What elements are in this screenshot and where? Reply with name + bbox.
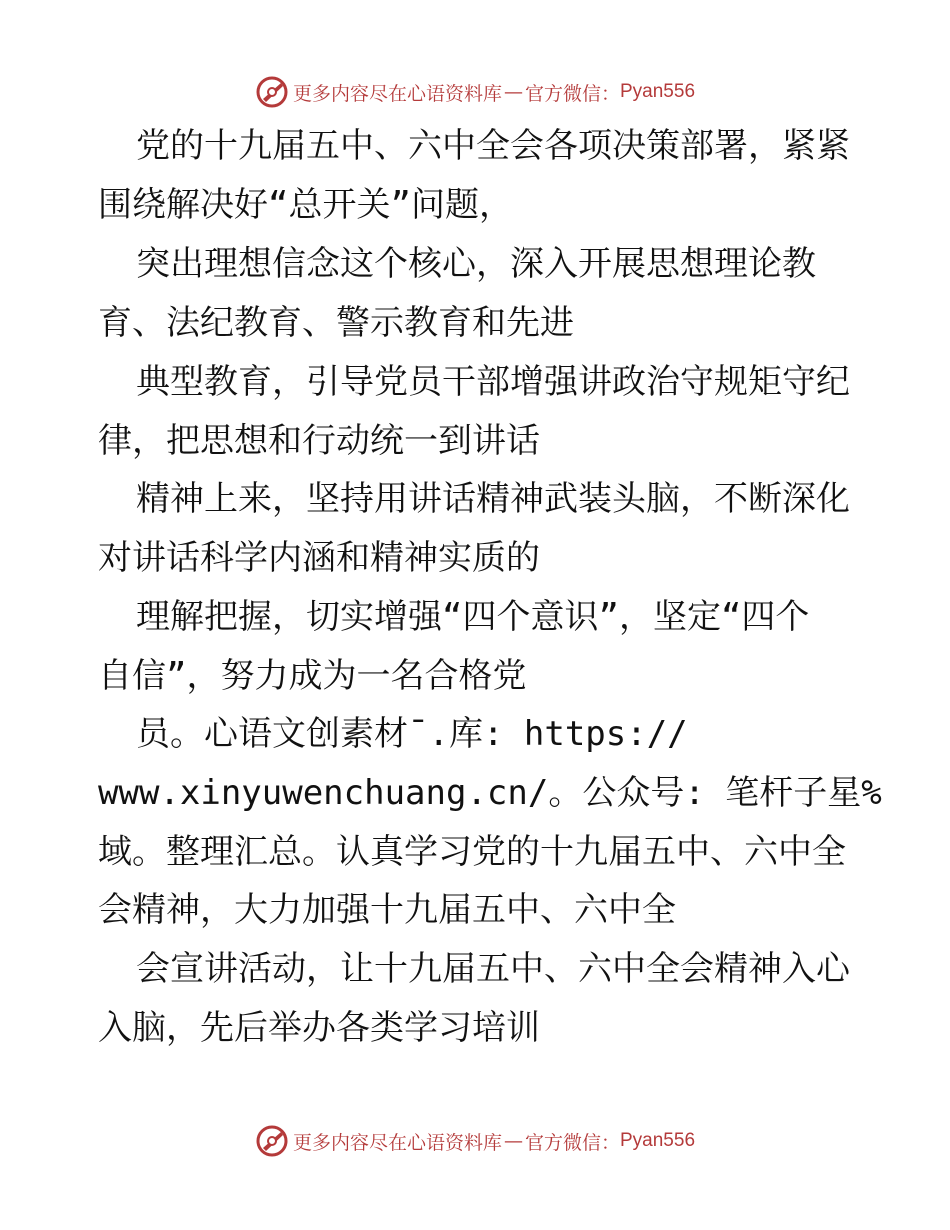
- xinyu-logo-icon: [255, 75, 289, 109]
- text-line: 会宣讲活动，让十九届五中、六中全会精神入心: [136, 949, 850, 989]
- text-line: www.xinyuwenchuang.cn/。公众号: 笔杆子星%: [98, 773, 882, 813]
- banner-wechat-label: 官方微信：: [524, 82, 620, 105]
- banner-separator: —: [503, 81, 523, 103]
- xinyu-logo-icon: [255, 1124, 289, 1158]
- text-line: 域。整理汇总。认真学习党的十九届五中、六中全: [98, 832, 846, 872]
- banner-text: 更多内容尽在心语资料库: [292, 1131, 502, 1154]
- footer-banner: [0, 1121, 950, 1161]
- text-line: 会精神，大力加强十九届五中、六中全: [98, 890, 676, 930]
- text-line: 入脑，先后举办各类学习培训: [98, 1008, 540, 1048]
- banner-wechat-id: Pyan556: [620, 1130, 696, 1151]
- text-line: 员。心语文创素材¯.库: https://: [136, 714, 688, 754]
- text-line: 突出理想信念这个核心，深入开展思想理论教: [136, 244, 816, 284]
- text-line: 党的十九届五中、六中全会各项决策部署，紧紧: [136, 126, 850, 166]
- text-line: 理解把握，切实增强“四个意识”，坚定“四个: [136, 597, 810, 637]
- banner-wechat-id: Pyan556: [620, 81, 696, 102]
- text-line: 精神上来，坚持用讲话精神武装头脑，不断深化: [136, 479, 850, 519]
- text-line: 育、法纪教育、警示教育和先进: [98, 303, 574, 343]
- text-line: 对讲话科学内涵和精神实质的: [98, 538, 540, 578]
- text-line: 典型教育，引导党员干部增强讲政治守规矩守纪: [136, 362, 850, 402]
- text-line: 自信”，努力成为一名合格党: [98, 656, 527, 696]
- text-line: 律，把思想和行动统一到讲话: [98, 421, 540, 461]
- text-line: 围绕解决好“总开关”问题，: [98, 185, 513, 225]
- banner-separator: —: [503, 1130, 523, 1152]
- banner-wechat-label: 官方微信：: [524, 1131, 620, 1154]
- header-banner: [0, 72, 950, 112]
- banner-text: 更多内容尽在心语资料库: [292, 82, 502, 105]
